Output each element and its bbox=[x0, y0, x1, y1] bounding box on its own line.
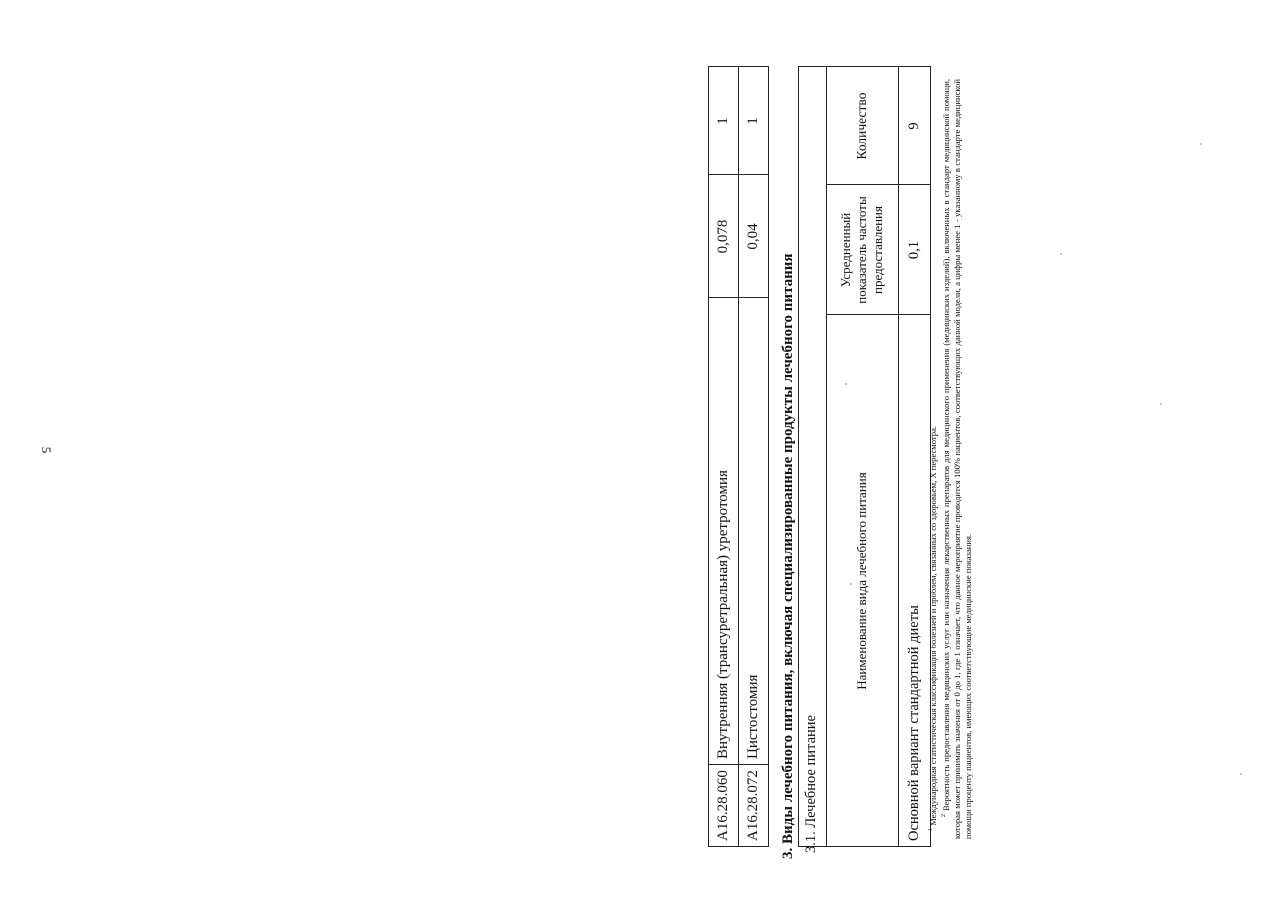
quantity-value: 9 bbox=[905, 122, 922, 130]
frequency-value: 0,1 bbox=[905, 240, 922, 260]
quantity-value: 1 bbox=[714, 117, 731, 125]
frequency-value: 0,04 bbox=[744, 223, 761, 250]
header-frequency-line2: показатель частоты bbox=[854, 196, 869, 304]
rotated-page-content bbox=[640, 0, 1280, 905]
header-frequency-line1: Усредненный bbox=[838, 212, 853, 288]
header-frequency bbox=[826, 185, 898, 315]
diet-name: Основной вариант стандартной диеты bbox=[905, 605, 922, 841]
service-code: A16.28.060 bbox=[714, 770, 731, 841]
frequency-value: 0,078 bbox=[714, 219, 731, 254]
header-quantity: Количество bbox=[854, 92, 869, 160]
page-number: 5 bbox=[39, 446, 54, 454]
subsection-title: 3.1. Лечебное питание bbox=[803, 715, 819, 853]
service-code: A16.28.072 bbox=[744, 770, 761, 841]
header-frequency-line3: предоставления bbox=[870, 206, 885, 294]
service-name: Цистостомия bbox=[744, 674, 761, 759]
footnotes bbox=[926, 79, 974, 839]
nutrition-table bbox=[640, 0, 940, 905]
section-title: 3. Виды лечебного питания, включая специализированные продукты лечебного питания bbox=[780, 253, 796, 859]
footnote-2: $^2$ Вероятность предоставления медицинских услуг или назначения лекарственных препаратов для медицинского применения (медицинских изделий), включенных в стандарт медицинской помощи, которая может принимать значения от 0 до 1, где 1 означает, что данное мероприятие проводится 100% пациентов, соответствующих данной модели, а цифры менее 1 - указанному в стандарте медицинской помощи проценту пациентов, имеющих соответствующие медицинские показания. bbox=[940, 79, 973, 839]
service-name: Внутренняя (трансуретральная) уретротомия bbox=[714, 470, 731, 759]
header-name: Наименование вида лечебного питания bbox=[854, 472, 869, 690]
footnote-1: $^1$ Международная статистическая классификация болезней и проблем, связанных со здоровьем, X пересмотра. bbox=[927, 425, 938, 831]
quantity-value: 1 bbox=[744, 117, 761, 125]
